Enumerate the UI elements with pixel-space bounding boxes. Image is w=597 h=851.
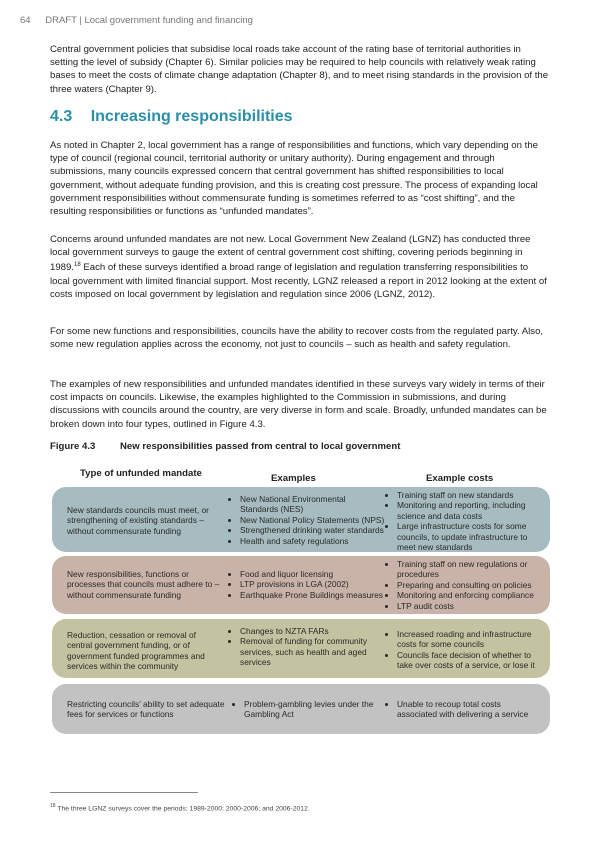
cost-item: • Preparing and consulting on policies	[397, 580, 535, 590]
cost-item: • Training staff on new regulations or procedures	[397, 559, 535, 580]
paragraph-1-text: Central government policies that subsidise local roads take account of the rating base of territorial authorities in setting the level of subsidy (Chapter 6). Similar policies may be required to help councils with relatively weak rating bases to meet the costs of climate change adaptation (Chapter 8), and to meet rising standards in the provision of the three waters (Chapter 9).	[50, 44, 549, 95]
footnote	[50, 803, 310, 812]
mandate-examples-4	[230, 699, 380, 720]
example-item: • LTP provisions in LGA (2002)	[240, 579, 386, 589]
example-item: • New National Policy Statements (NPS)	[240, 515, 386, 525]
mandate-type-4: Restricting councils’ ability to set adequate fees for services or functions	[67, 699, 225, 720]
footnote-divider	[50, 792, 198, 793]
mandate-costs-4	[383, 699, 535, 720]
mandate-type-1: New standards councils must meet, or strengthening of existing standards – without commensurate funding	[67, 505, 209, 536]
cost-item: • Councils face decision of whether to take over costs of a service, or lose it	[397, 650, 535, 671]
figure-caption	[50, 441, 400, 452]
cost-item: • Large infrastructure costs for some councils, to update infrastructure to meet new standards	[397, 521, 535, 552]
section-title: Increasing responsibilities	[90, 108, 293, 125]
section-number: 4.3	[50, 108, 73, 125]
mandate-type-3: Reduction, cessation or removal of central government funding, or of government funded programmes and services within the community	[67, 630, 205, 672]
column-header-type: Type of unfunded mandate	[80, 468, 202, 479]
cost-item: • Increased roading and infrastructure costs for some councils	[397, 629, 535, 650]
page-number: 64	[20, 15, 31, 26]
paragraph-4-text: For some new functions and responsibilities, councils have the ability to recover costs from the regulated party. Also, some new regulation applies across the economy, not just to councils – such as health and safety regulation.	[50, 326, 544, 351]
paragraph-5-text: The examples of new responsibilities and unfunded mandates identified in these surveys vary widely in terms of their cost impacts on councils. Likewise, the examples highlighted to the Commission in submissions, and during discussions with councils around the country, are very diverse in form and scale. Broadly, unfunded mandates can be broken down into four types, outlined in Figure 4.3.	[50, 379, 547, 430]
example-item: • Earthquake Prone Buildings measures	[240, 590, 386, 600]
example-item: • New National Environmental Standards (NES)	[240, 494, 386, 515]
column-header-costs: Example costs	[426, 473, 494, 484]
figure-number: Figure 4.3	[50, 441, 96, 452]
cost-item: • Monitoring and reporting, including science and data costs	[397, 500, 535, 521]
paragraph-5	[50, 378, 550, 431]
mandate-costs-1	[383, 490, 535, 552]
paragraph-3	[50, 233, 550, 301]
mandate-examples-3	[226, 626, 386, 668]
paragraph-4	[50, 325, 550, 351]
paragraph-1	[50, 43, 550, 96]
example-item: • Problem-gambling levies under the Gambling Act	[244, 699, 380, 720]
mandate-costs-2	[383, 559, 535, 611]
example-item: • Health and safety regulations	[240, 536, 386, 546]
cost-item: • Monitoring and enforcing compliance	[397, 590, 535, 600]
paragraph-2-text: As noted in Chapter 2, local government has a range of responsibilities and functions, which vary depending on the type of council (regional council, territorial authority or unitary authority). During engagement and through submissions, many councils expressed concern that central government has shifted responsibilities to local government, without adequate funding provision, and this is creating cost pressure. The process of expanding local government responsibilities without commensurate funding is sometimes referred to as “cost shifting”, and the resulting responsibilities or functions as “unfunded mandates”.	[50, 140, 538, 218]
example-item: • Strengthened drinking water standards	[240, 525, 386, 535]
cost-item: • Training staff on new standards	[397, 490, 535, 500]
running-title: DRAFT | Local government funding and financing	[45, 15, 253, 26]
example-item: • Changes to NZTA FARs	[240, 626, 386, 636]
footnote-text: The three LGNZ surveys cover the periods: 1989-2000; 2000-2006; and 2006-2012.	[57, 805, 310, 813]
paragraph-2	[50, 139, 550, 218]
mandate-examples-2	[226, 569, 386, 600]
cost-item: • Unable to recoup total costs associated with delivering a service	[397, 699, 535, 720]
example-item: • Food and liquor licensing	[240, 569, 386, 579]
section-heading	[50, 108, 293, 126]
mandate-type-2: New responsibilities, functions or processes that councils must adhere to – without commensurate funding	[67, 569, 220, 600]
page-header	[20, 15, 253, 26]
footnote-ref: 18	[74, 262, 81, 269]
figure-title: New responsibilities passed from central to local government	[120, 441, 401, 452]
example-item: • Removal of funding for community services, such as health and aged services	[240, 636, 386, 667]
paragraph-3-text	[50, 233, 550, 301]
mandate-examples-1	[226, 494, 386, 546]
paragraph-3-part-2: Each of these surveys identified a broad range of legislation and regulation transferring responsibilities to local government with limited financial support. Most recently, LGNZ released a report in 2012 looking at the extent of costs imposed on local government by legislation and regulation since 2006 (LGNZ, 2012).	[50, 262, 547, 300]
paragraph-3-part-1: Concerns around unfunded mandates are not new. Local Government New Zealand (LGNZ) has conducted three local government surveys to gauge the extent of central government cost shifting, covering periods beginning in 1989.	[50, 234, 531, 274]
cost-item: • LTP audit costs	[397, 601, 535, 611]
mandate-costs-3	[383, 629, 535, 671]
column-header-examples: Examples	[271, 473, 316, 484]
footnote-number: 18	[50, 803, 56, 809]
